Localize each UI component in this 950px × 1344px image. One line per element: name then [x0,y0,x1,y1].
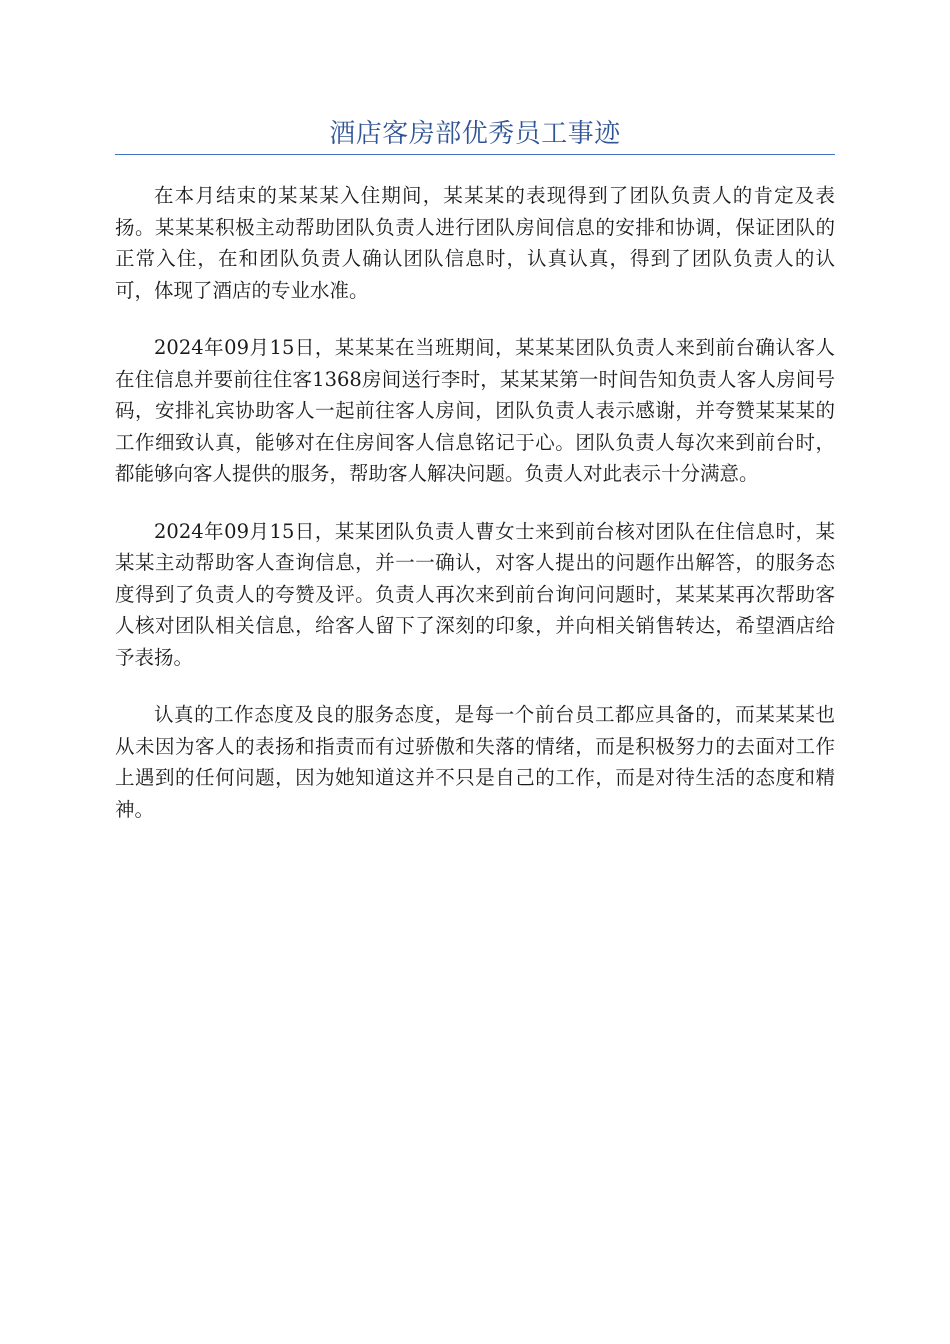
title-underline [115,154,835,155]
paragraph-3: 2024年09月15日，某某团队负责人曹女士来到前台核对团队在住信息时，某某某主动帮助客人查询信息，并一一确认，对客人提出的问题作出解答，的服务态度得到了负责人的夸赞及评。负责人再次来到前台询问问题时，某某某再次帮助客人核对团队相关信息，给客人留下了深刻的印象，并向相关销售转达，希望酒店给予表扬。 [115,519,835,669]
document-title: 酒店客房部优秀员工事迹 [329,119,621,149]
paragraph-4: 认真的工作态度及良的服务态度，是每一个前台员工都应具备的，而某某某也从未因为客人的表扬和指责而有过骄傲和失落的情绪，而是积极努力的去面对工作上遇到的任何问题，因为她知道这并不只是自己的工作，而是对待生活的态度和精神。 [115,703,835,821]
paragraph-2: 2024年09月15日，某某某在当班期间，某某某团队负责人来到前台确认客人在住信息并要前往住客1368房间送行李时，某某某第一时间告知负责人客人房间号码，安排礼宾协助客人一起前往客人房间，团队负责人表示感谢，并夸赞某某某的工作细致认真，能够对在住房间客人信息铭记于心。团队负责人每次来到前台时，都能够向客人提供的服务，帮助客人解决问题。负责人对此表示十分满意。 [115,336,835,485]
paragraph-1: 在本月结束的某某某入住期间，某某某的表现得到了团队负责人的肯定及表扬。某某某积极主动帮助团队负责人进行团队房间信息的安排和协调，保证团队的正常入住，在和团队负责人确认团队信息时，认真认真，得到了团队负责人的认可，体现了酒店的专业水准。 [115,184,835,302]
document-body [115,180,835,851]
